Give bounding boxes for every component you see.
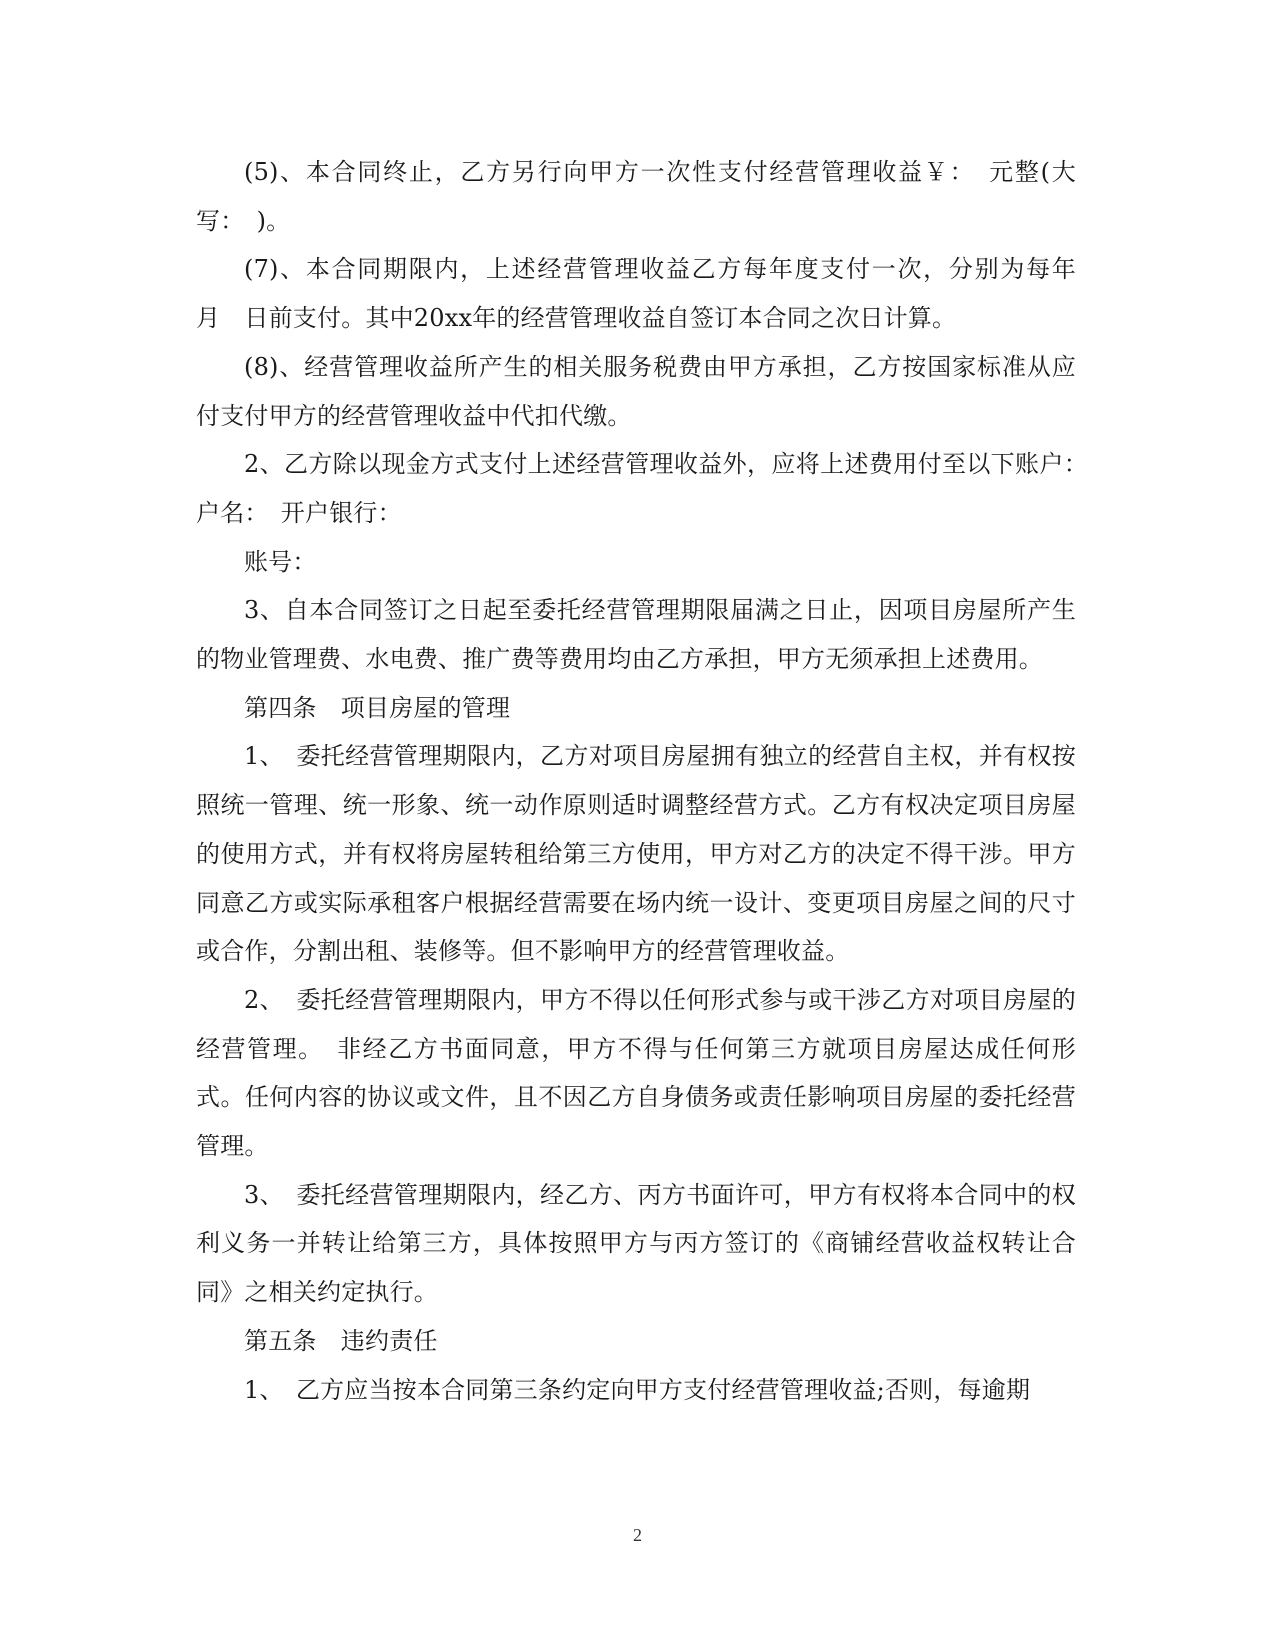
paragraph-article-5-clause-1: 1、 乙方应当按本合同第三条约定向甲方支付经营管理收益;否则，每逾期 <box>244 1375 1031 1404</box>
document-body <box>196 148 1101 1414</box>
paragraph-article-4-clause-1: 1、 委托经营管理期限内，乙方对项目房屋拥有独立的经营自主权，并有权按照统一管理、统一形象、统一动作原则适时调整经营方式。乙方有权决定项目房屋的使用方式，并有权将房屋转租给第三方使用，甲方对乙方的决定不得干涉。甲方同意乙方或实际承租客户根据经营需要在场内统一设计、变更项目房屋之间的尺寸或合作，分割出租、装修等。但不影响甲方的经营管理收益。 <box>196 742 1076 966</box>
page-number: 2 <box>633 1525 642 1545</box>
paragraph-annual-payment: (7)、本合同期限内，上述经营管理收益乙方每年度支付一次，分别为每年 月 日前支付。其中20xx年的经营管理收益自签订本合同之次日计算。 <box>196 255 1101 333</box>
paragraph-tax-withholding: (8)、经营管理收益所产生的相关服务税费由甲方承担，乙方按国家标准从应付支付甲方的经营管理收益中代扣代缴。 <box>196 352 1076 430</box>
paragraph-article-4-clause-3: 3、 委托经营管理期限内，经乙方、丙方书面许可，甲方有权将本合同中的权利义务一并转让给第三方，具体按照甲方与丙方签订的《商铺经营收益权转让合同》之相关约定执行。 <box>196 1180 1076 1307</box>
paragraph-payment-termination: (5)、本合同终止，乙方另行向甲方一次性支付经营管理收益￥： 元整(大写： )。 <box>196 158 1076 235</box>
section-heading-article-4: 第四条 项目房屋的管理 <box>244 693 511 722</box>
paragraph-property-fees: 3、自本合同签订之日起至委托经营管理期限届满之日止，因项目房屋所产生的物业管理费、水电费、推广费等费用均由乙方承担，甲方无须承担上述费用。 <box>196 596 1076 674</box>
paragraph-account-number: 账号： <box>244 547 317 576</box>
paragraph-article-4-clause-2: 2、 委托经营管理期限内，甲方不得以任何形式参与或干涉乙方对项目房屋的经营管理。 非经乙方书面同意，甲方不得与任何第三方就项目房屋达成任何形式。任何内容的协议或文件，且不因乙方自身债务或责任影响项目房屋的委托经营管理。 <box>196 985 1076 1161</box>
section-heading-article-5: 第五条 违约责任 <box>244 1326 438 1355</box>
paragraph-bank-account: 2、乙方除以现金方式支付上述经营管理收益外，应将上述费用付至以下账户： 户名： 开户银行： <box>196 450 1101 527</box>
